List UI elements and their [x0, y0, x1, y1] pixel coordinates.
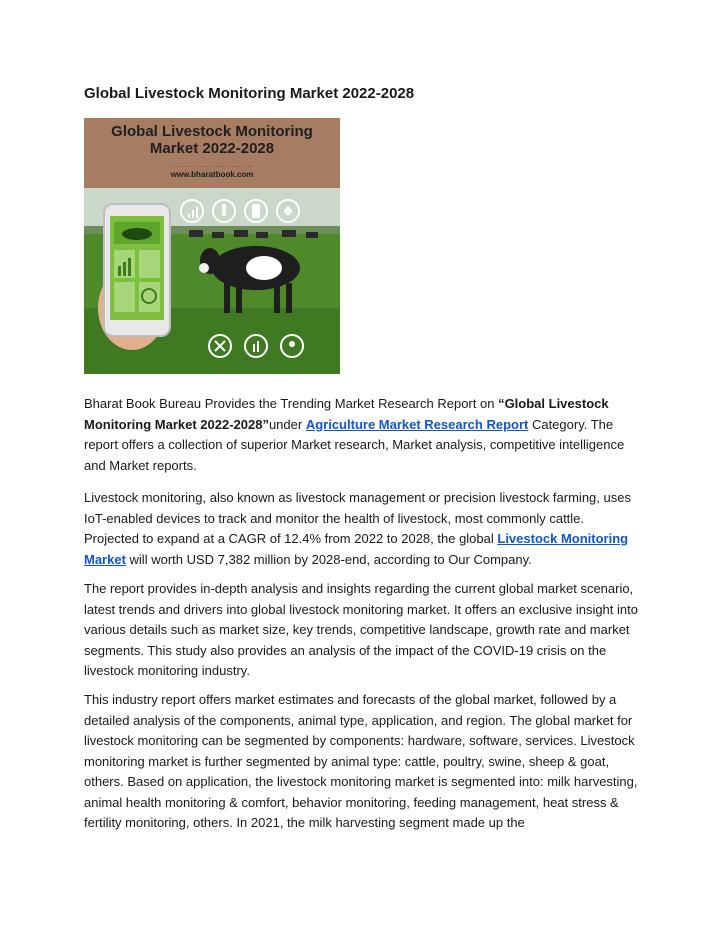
segmentation-text: This industry report offers market estimates and forecasts of the global market, followed by a detailed analysis of the components, animal type, application, and region. The global market for livestock monitoring can be segmented by components: hardware, software, services. Livestock monitoring market is further segmented by animal type: cattle, poultry, swine, sheep & goat, others. Based on application, the livestock monitoring market is segmented into: milk harvesting, animal health monitoring & comfort, behavior monitoring, feeding management, heat stress & fertility monitoring, others. In 2021, the milk harvesting segment made up the	[84, 692, 638, 830]
intro-lead: Bharat Book Bureau Provides the Trending Market Research Report on	[84, 396, 499, 411]
intro-under: under	[268, 416, 306, 432]
hero-image	[84, 118, 340, 374]
page-title: Global Livestock Monitoring Market 2022-2028	[84, 85, 415, 102]
hero-url: www.bharatbook.com	[170, 170, 254, 179]
report-title-bold: “Global Livestock Monitoring Market 2022-2028”	[84, 396, 609, 432]
hero-title-line1: Global Livestock Monitoring	[111, 123, 313, 140]
intro-rest: Category. The report offers a collection of superior Market research, Market analysis, competitive intelligence and Market reports.	[84, 416, 625, 473]
paragraph-intro	[84, 394, 640, 476]
definition-lead: Livestock monitoring, also known as livestock management or precision livestock farming, uses IoT-enabled devices to track and monitor the health of livestock, most commonly cattle. Projected to expand at a CAGR of 12.4% from 2022 to 2028, the global	[84, 490, 631, 546]
market-link[interactable]: Livestock Monitoring Market	[84, 531, 629, 567]
paragraph-segmentation	[84, 690, 640, 834]
analysis-text: The report provides in-depth analysis and insights regarding the current global market scenario, latest trends and drivers into global livestock monitoring market. It offers an exclusive insight into various details such as market size, key trends, competitive landscape, growth rate and market segments. This study also provides an analysis of the impact of the COVID-19 crisis on the livestock monitoring industry.	[84, 581, 638, 678]
hero-dots: ..........................	[170, 160, 254, 169]
hero-title-line2: Market 2022-2028	[149, 140, 275, 157]
phone	[104, 204, 170, 336]
paragraph-analysis	[84, 579, 640, 682]
paragraph-definition	[84, 488, 640, 570]
category-link[interactable]: Agriculture Market Research Report	[305, 416, 529, 432]
definition-rest: will worth USD 7,382 million by 2028-end, according to Our Company.	[125, 551, 532, 567]
